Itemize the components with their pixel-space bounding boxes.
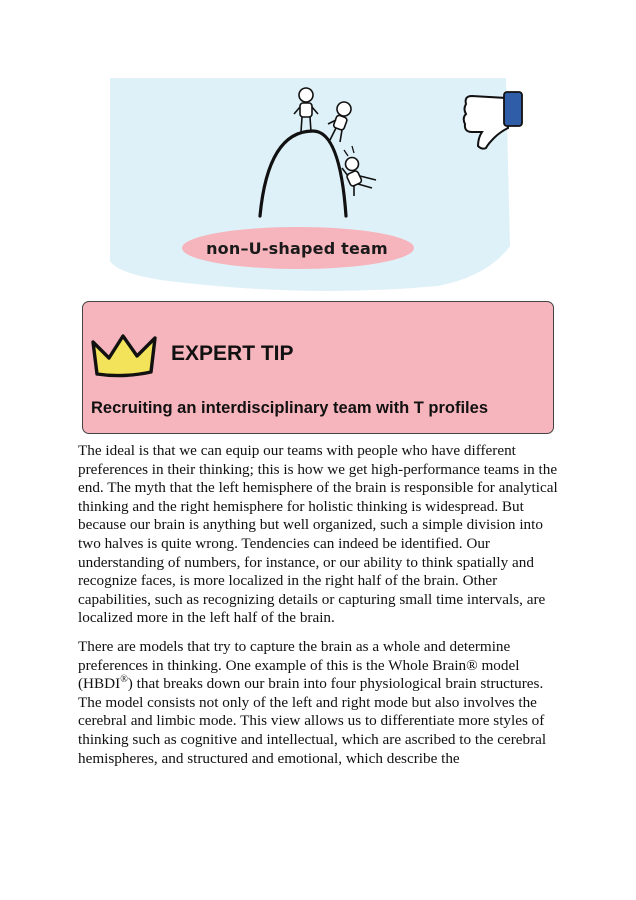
paragraph-1: The ideal is that we can equip our teams with people who have different preferences in their thinking; this is how we get high-performance teams in the end. The myth that the left hemisphere of the brain is responsible for analytical thinking and the right hemisphere for holistic thinking is widespread. But because our brain is anything but well organized, such a simple division into two halves is quite wrong. Tendencies can indeed be identified. Our understanding of numbers, for instance, or our ability to think spatially and recognize faces, is more localized in the right half of the brain. Other capabilities, such as recognizing details or capturing small time intervals, are localized more in the left half of the brain.: [78, 442, 558, 627]
paragraph-2-part-2: ) that breaks down our brain into four physiological brain structures. The model consists not only of the left and right mode but also involves the cerebral and limbic mode. This view allows us to differentiate more styles of thinking such as cognitive and intellectual, which are ascribed to the cerebral hemispheres, and structured and emotional, which describe the: [78, 675, 547, 767]
expert-tip-subheading: Recruiting an interdisciplinary team with T profiles: [91, 399, 488, 417]
expert-tip-heading: EXPERT TIP: [171, 342, 294, 365]
paragraph-2-part-1: There are models that try to capture the brain as a whole and determine preferences in thinking. One example of this is the Whole Brain® model (HBDI: [78, 637, 520, 693]
expert-tip-box: [82, 301, 554, 434]
crown-icon: [89, 328, 161, 380]
registered-mark: ®: [120, 674, 128, 686]
illustration-label: non–U-shaped team: [206, 238, 388, 258]
body-text: [78, 442, 564, 778]
paragraph-2: [78, 638, 564, 768]
